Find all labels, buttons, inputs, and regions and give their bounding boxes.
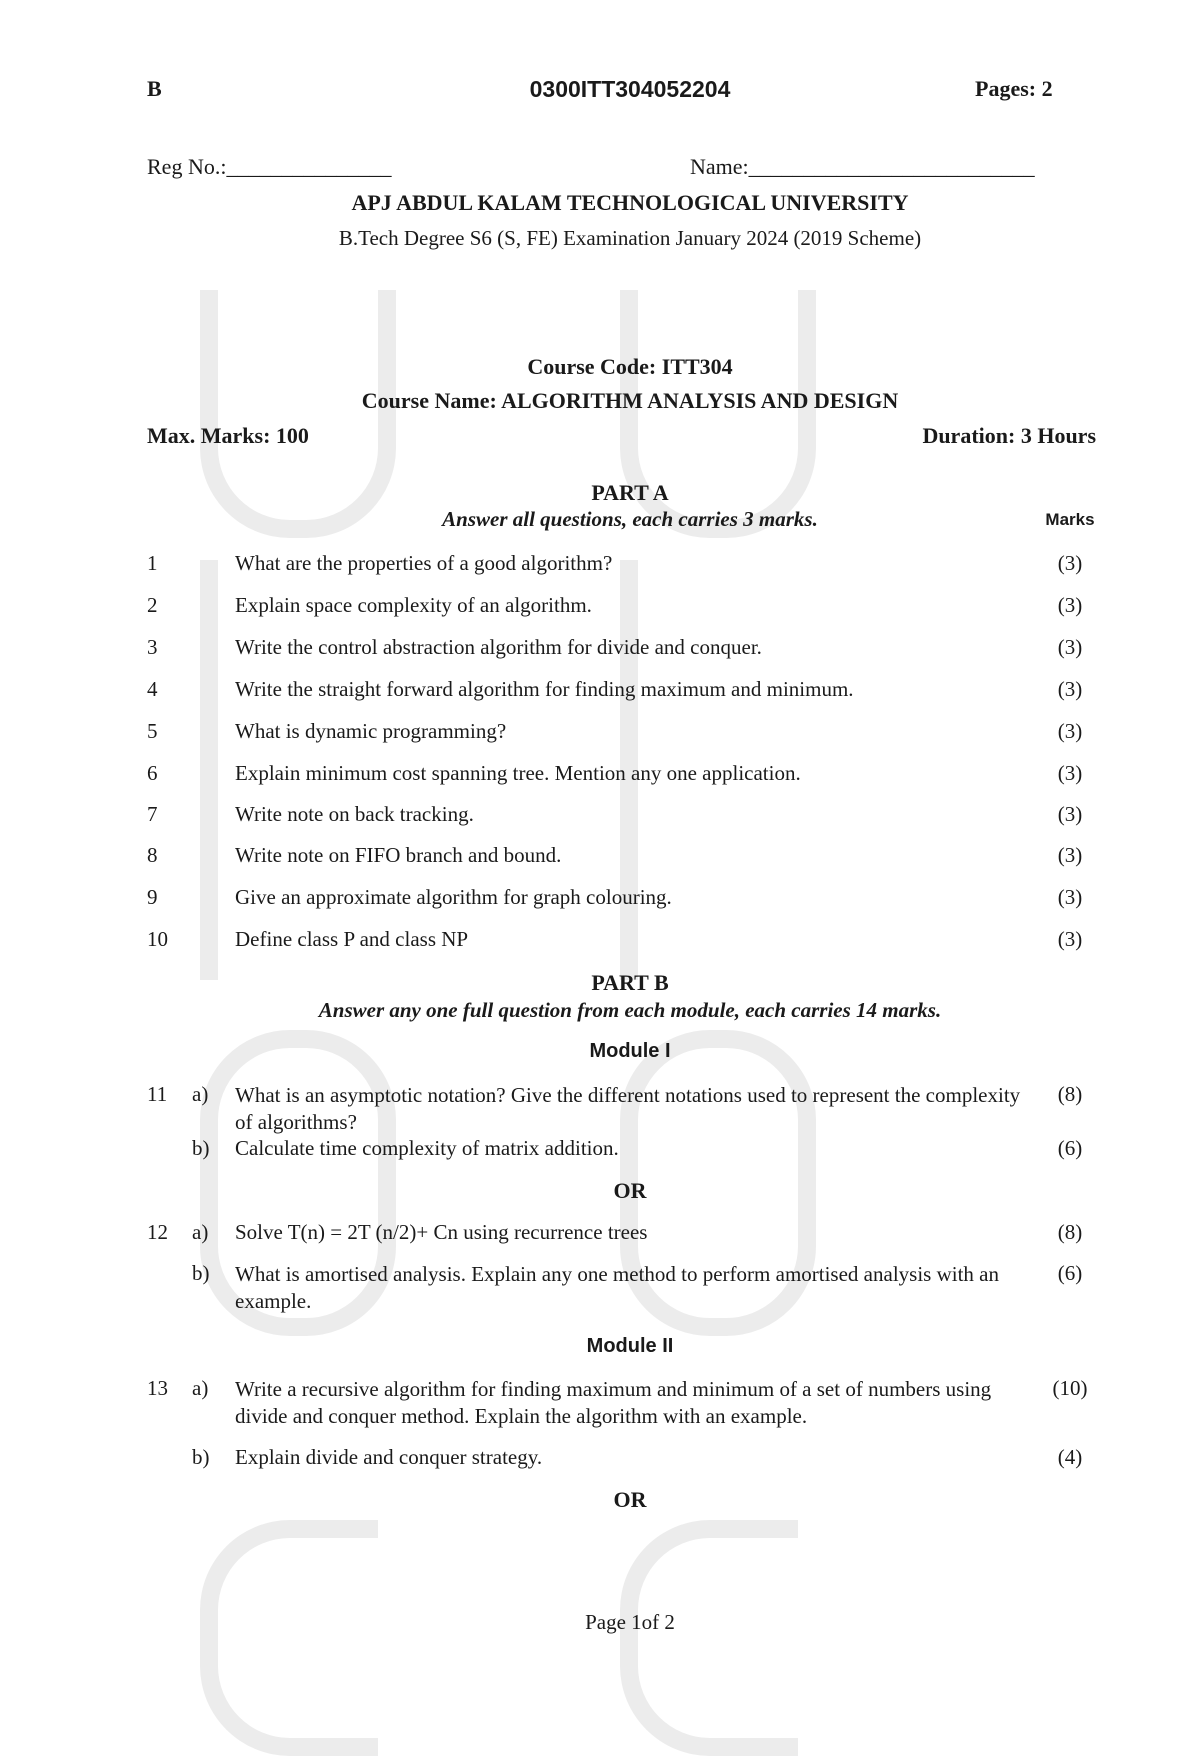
question-text: What is dynamic programming? <box>235 719 507 743</box>
question-text: What is an asymptotic notation? Give the different notations used to represent the complexity of algorithms? <box>235 1083 1021 1134</box>
question-number: 9 <box>147 885 158 909</box>
question-text: Write the straight forward algorithm for finding maximum and minimum. <box>235 677 854 701</box>
question-marks: (3) <box>1057 593 1083 617</box>
reg-no-field: Reg No.:_______________ <box>147 154 392 179</box>
question-marks: (3) <box>1057 719 1083 743</box>
question-number: 2 <box>147 593 158 617</box>
university-name: APJ ABDUL KALAM TECHNOLOGICAL UNIVERSITY <box>351 190 909 215</box>
module-1-heading: Module I <box>589 1040 671 1062</box>
question-text: Solve T(n) = 2T (n/2)+ Cn using recurrence trees <box>235 1220 648 1244</box>
question-number: 13 <box>147 1376 168 1400</box>
question-text: Calculate time complexity of matrix addition. <box>235 1136 619 1160</box>
watermark-shape <box>200 560 218 980</box>
question-number: 12 <box>147 1220 168 1244</box>
sub-question-label: b) <box>192 1261 210 1285</box>
question-number: 7 <box>147 802 158 826</box>
page-footer: Page 1of 2 <box>585 1610 675 1634</box>
set-label: B <box>147 76 162 101</box>
question-marks: (10) <box>1052 1376 1088 1400</box>
sub-question-label: a) <box>192 1376 209 1400</box>
question-number: 5 <box>147 719 158 743</box>
course-code: Course Code: ITT304 <box>527 354 733 379</box>
part-a-instruction: Answer all questions, each carries 3 marks. <box>442 507 818 531</box>
sub-question-label: a) <box>192 1220 209 1244</box>
course-name: Course Name: ALGORITHM ANALYSIS AND DESIGN <box>361 388 899 413</box>
question-number: 1 <box>147 551 158 575</box>
sub-question-label: a) <box>192 1082 209 1106</box>
watermark-shape <box>620 1520 798 1756</box>
question-marks: (6) <box>1057 1136 1083 1160</box>
module-2-heading: Module II <box>586 1335 674 1357</box>
question-number: 11 <box>147 1082 168 1106</box>
question-marks: (3) <box>1057 802 1083 826</box>
question-text: Write the control abstraction algorithm for divide and conquer. <box>235 635 762 659</box>
question-text: What are the properties of a good algorithm? <box>235 551 613 575</box>
question-text: Write note on back tracking. <box>235 802 474 826</box>
question-number: 6 <box>147 761 158 785</box>
question-text: Write a recursive algorithm for finding maximum and minimum of a set of numbers using divide and conquer method. Explain the algorithm with an example. <box>235 1377 992 1428</box>
paper-code: 0300ITT304052204 <box>529 76 731 102</box>
max-marks: Max. Marks: 100 <box>147 423 309 448</box>
page-count: Pages: 2 <box>975 76 1053 101</box>
marks-header: Marks <box>1045 510 1095 529</box>
question-marks: (6) <box>1057 1261 1083 1285</box>
question-text: Explain space complexity of an algorithm. <box>235 593 592 617</box>
question-marks: (3) <box>1057 677 1083 701</box>
part-b-instruction: Answer any one full question from each module, each carries 14 marks. <box>318 998 942 1022</box>
watermark-shape <box>200 1520 378 1756</box>
question-marks: (8) <box>1057 1082 1083 1106</box>
part-a-title: PART A <box>591 480 669 505</box>
sub-question-label: b) <box>192 1136 210 1160</box>
question-text: Explain divide and conquer strategy. <box>235 1445 543 1469</box>
question-number: 3 <box>147 635 158 659</box>
name-field: Name:__________________________ <box>690 154 1035 179</box>
question-text: Give an approximate algorithm for graph colouring. <box>235 885 672 909</box>
question-text: Explain minimum cost spanning tree. Mention any one application. <box>235 761 801 785</box>
question-text: Define class P and class NP <box>235 927 469 951</box>
duration: Duration: 3 Hours <box>922 423 1096 448</box>
question-marks: (3) <box>1057 885 1083 909</box>
question-marks: (3) <box>1057 551 1083 575</box>
question-marks: (3) <box>1057 635 1083 659</box>
question-marks: (4) <box>1057 1445 1083 1469</box>
part-b-title: PART B <box>591 970 669 995</box>
question-marks: (3) <box>1057 927 1083 951</box>
question-text: What is amortised analysis. Explain any one method to perform amortised analysis with an example. <box>235 1262 999 1313</box>
question-marks: (3) <box>1057 761 1083 785</box>
question-marks: (3) <box>1057 843 1083 867</box>
question-number: 10 <box>147 927 168 951</box>
question-text: Write note on FIFO branch and bound. <box>235 843 562 867</box>
question-marks: (8) <box>1057 1220 1083 1244</box>
question-number: 8 <box>147 843 158 867</box>
sub-question-label: b) <box>192 1445 210 1469</box>
or-separator: OR <box>613 1178 647 1203</box>
or-separator: OR <box>613 1487 647 1512</box>
exam-title: B.Tech Degree S6 (S, FE) Examination January 2024 (2019 Scheme) <box>338 226 922 250</box>
question-number: 4 <box>147 677 158 701</box>
